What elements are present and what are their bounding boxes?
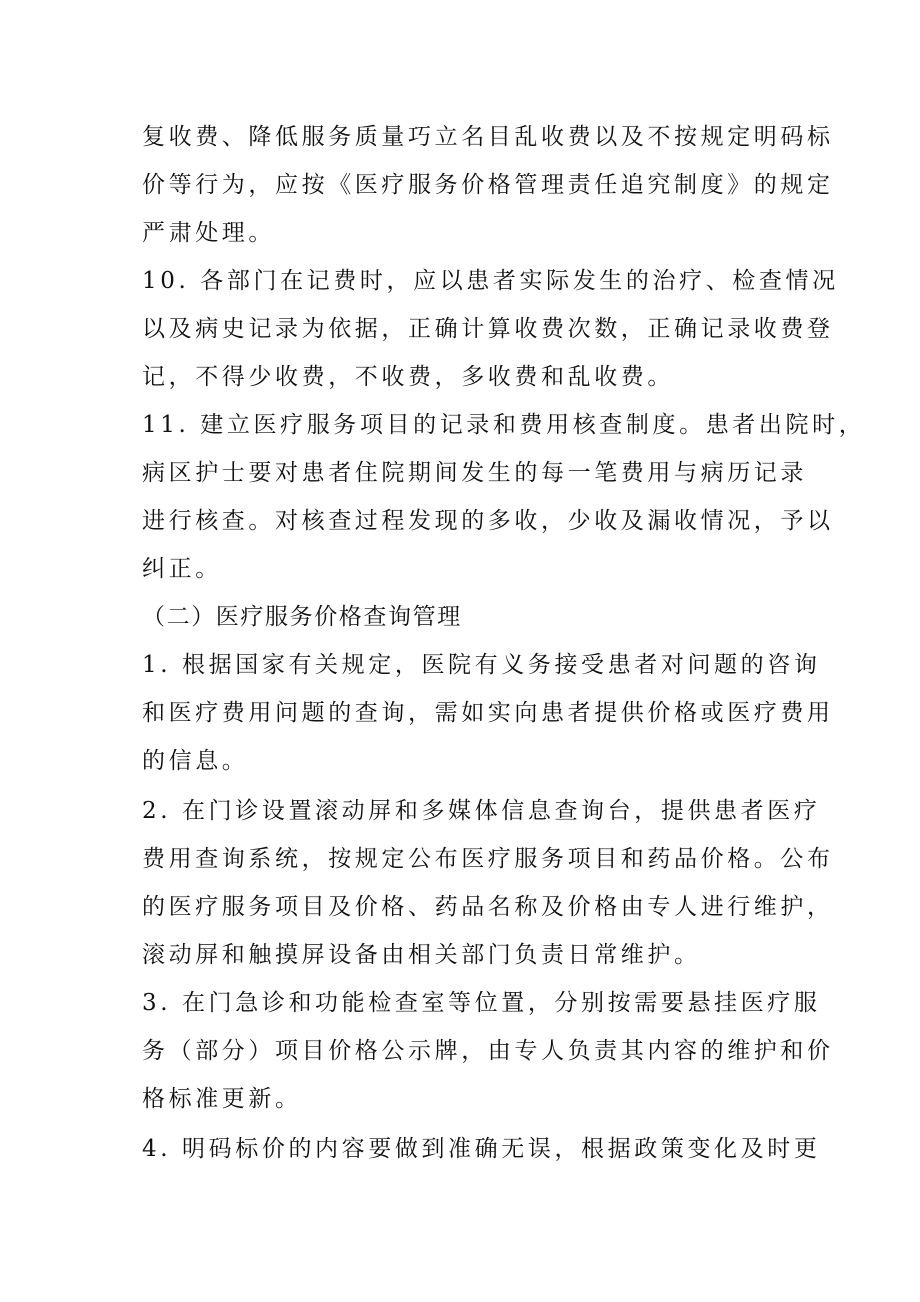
- text-line-14: 的信息。: [142, 748, 249, 774]
- text-line-5: 以及病史记录为依据，正确计算收费次数，正确记录收费登: [142, 316, 834, 342]
- text-line-3: 严肃处理。: [142, 220, 275, 246]
- text-line-22: 4. 明码标价的内容要做到准确无误，根据政策变化及时更: [142, 1136, 821, 1162]
- text-line-15: 2. 在门诊设置滚动屏和多媒体信息查询台，提供患者医疗: [142, 798, 821, 824]
- text-line-9: 进行核查。对核查过程发现的多收，少收及漏收情况，予以: [142, 508, 834, 534]
- text-line-8: 病区护士要对患者住院期间发生的每一笔费用与病历记录: [142, 460, 807, 486]
- text-line-6: 记，不得少收费，不收费，多收费和乱收费。: [142, 364, 674, 390]
- text-line-4: 10. 各部门在记费时，应以患者实际发生的治疗、检查情况: [142, 268, 839, 294]
- text-line-2: 价等行为，应按《医疗服务价格管理责任追究制度》的规定: [142, 172, 834, 198]
- section-heading: （二）医疗服务价格查询管理: [142, 604, 462, 630]
- text-line-12: 1. 根据国家有关规定，医院有义务接受患者对问题的咨询: [142, 652, 821, 678]
- text-line-17: 的医疗服务项目及价格、药品名称及价格由专人进行维护，: [142, 894, 834, 920]
- text-line-20: 务（部分）项目价格公示牌，由专人负责其内容的维护和价: [142, 1038, 834, 1064]
- text-line-16: 费用查询系统，按规定公布医疗服务项目和药品价格。公布: [142, 846, 834, 872]
- text-line-7: 11. 建立医疗服务项目的记录和费用核查制度。患者出院时，: [142, 412, 866, 438]
- text-line-1: 复收费、降低服务质量巧立名目乱收费以及不按规定明码标: [142, 124, 834, 150]
- text-line-19: 3. 在门急诊和功能检查室等位置，分别按需要悬挂医疗服: [142, 990, 821, 1016]
- text-line-13: 和医疗费用问题的查询，需如实向患者提供价格或医疗费用: [142, 700, 834, 726]
- text-line-18: 滚动屏和触摸屏设备由相关部门负责日常维护。: [142, 942, 701, 968]
- text-line-10: 纠正。: [142, 556, 222, 582]
- text-line-21: 格标准更新。: [142, 1086, 302, 1112]
